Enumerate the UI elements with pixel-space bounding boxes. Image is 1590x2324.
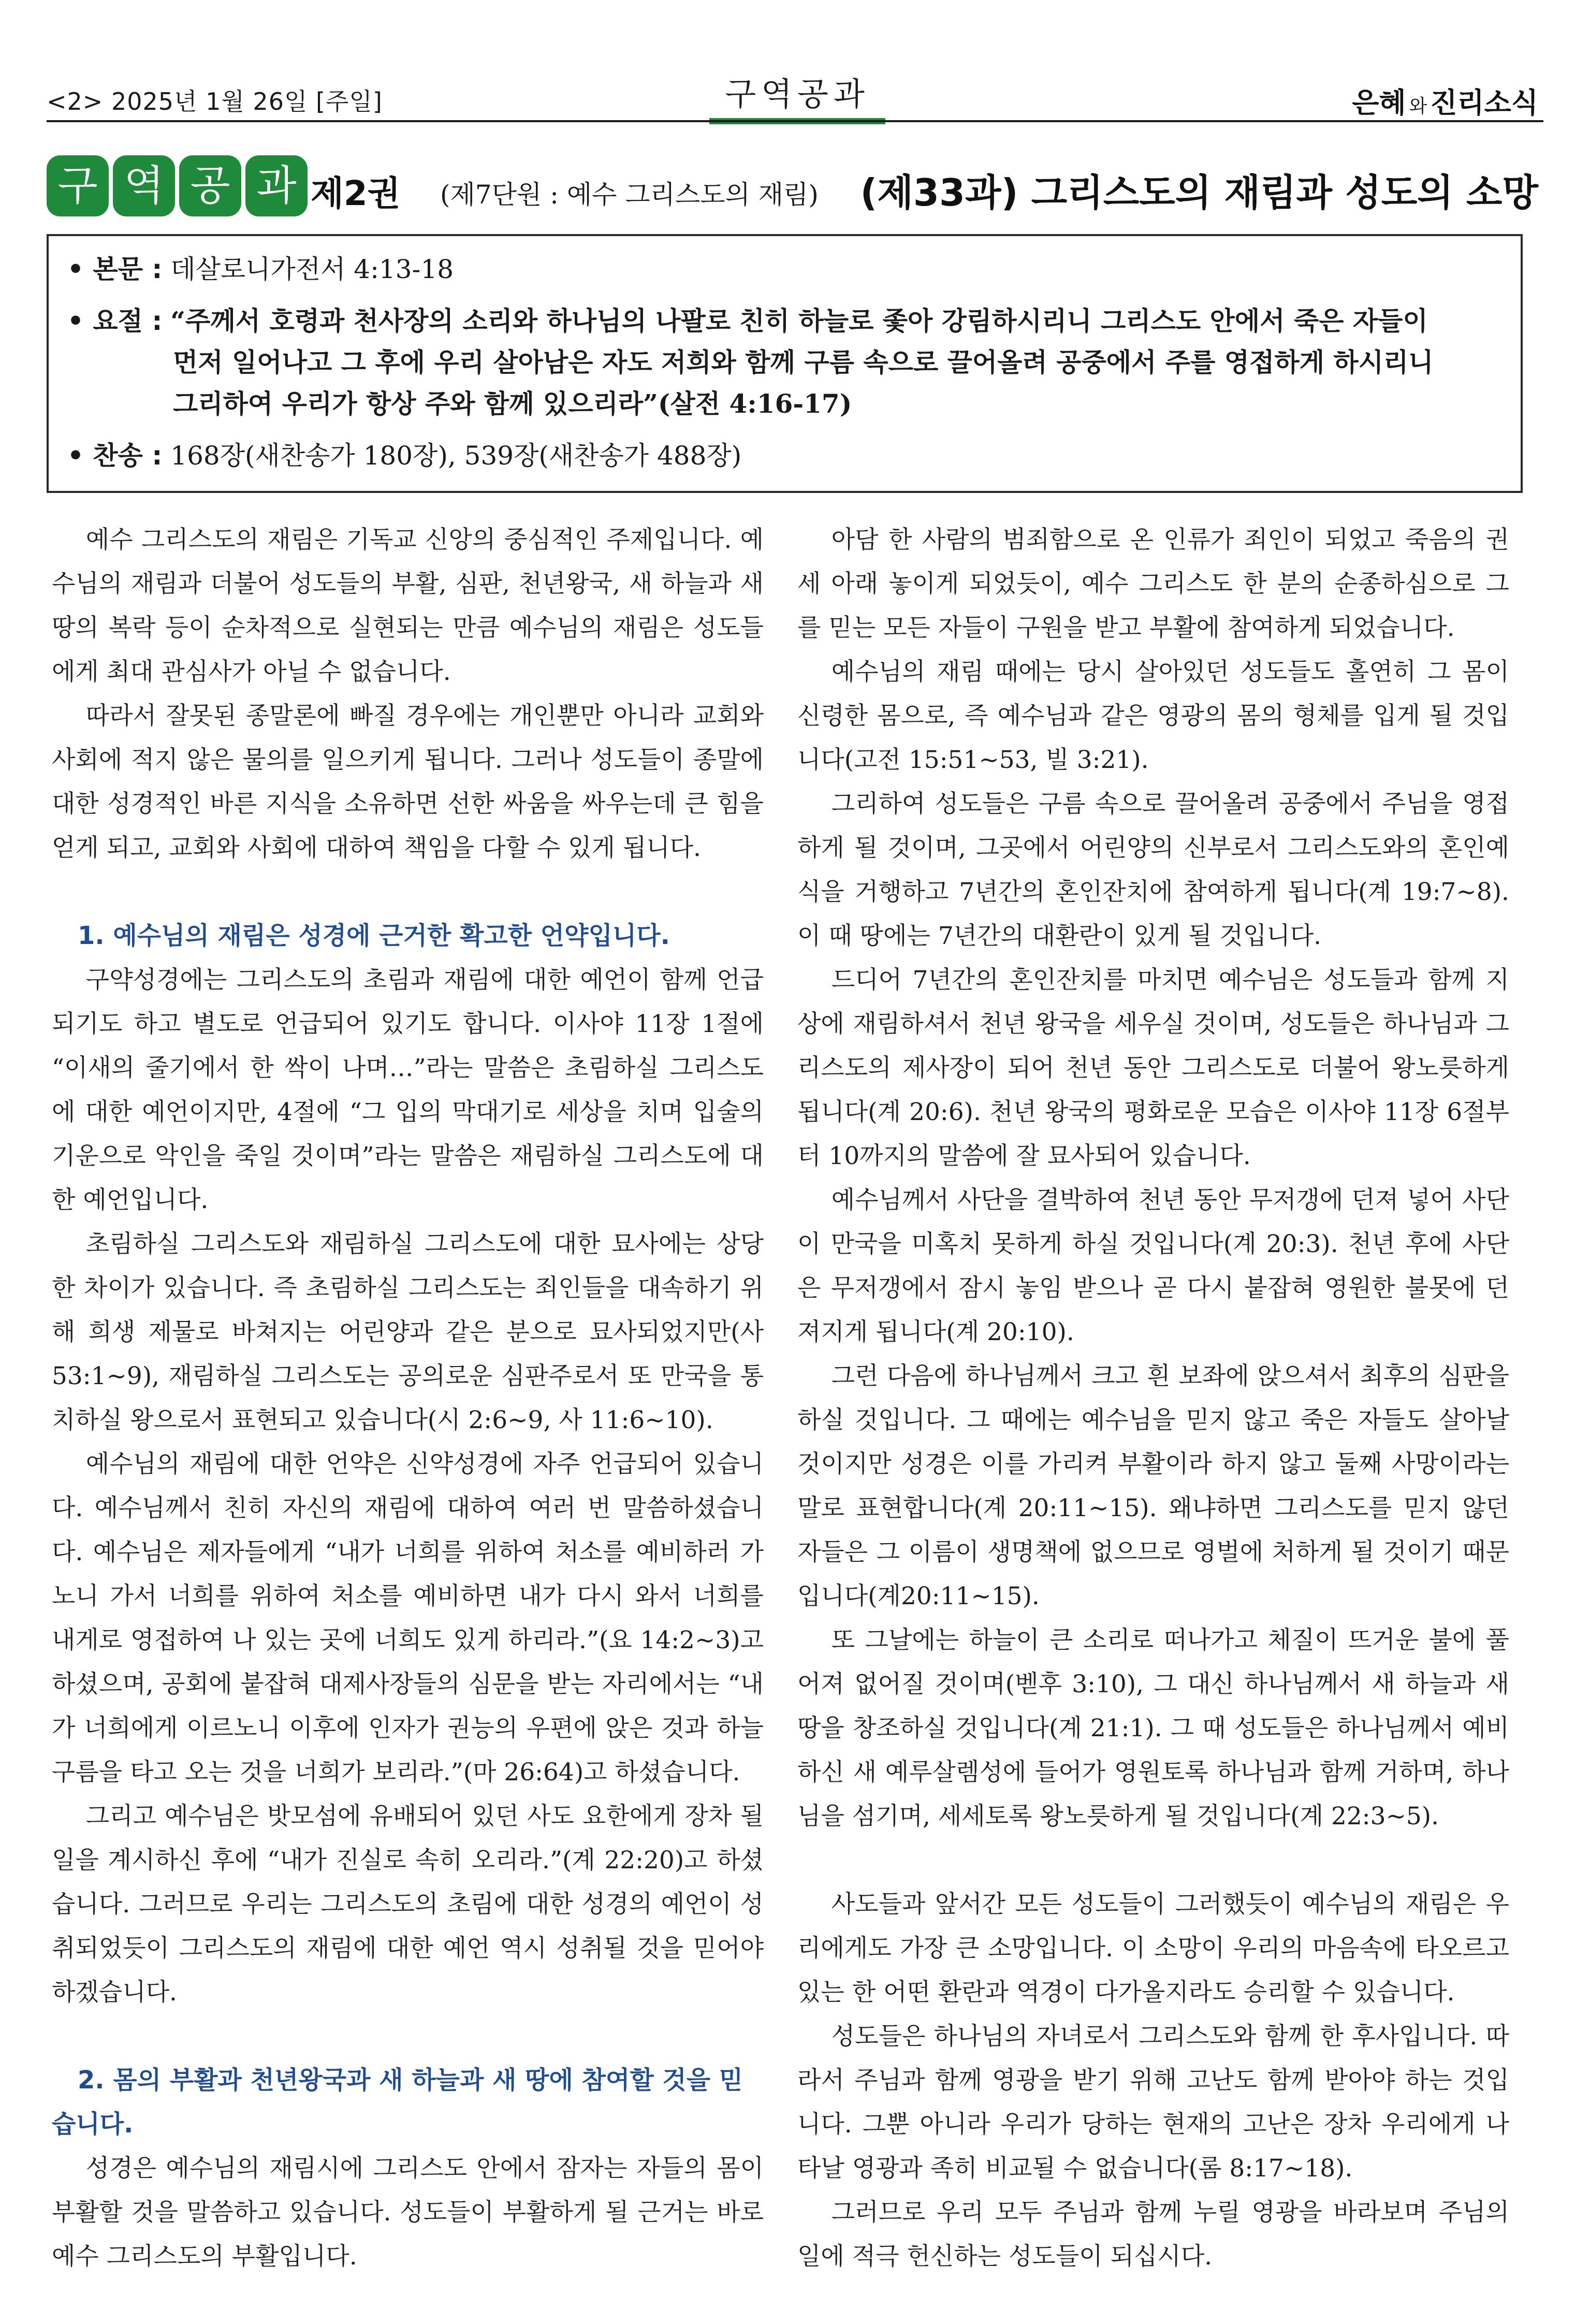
paragraph: 또 그날에는 하늘이 큰 소리로 떠나가고 체질이 뜨거운 불에 풀어져 없어질 것이며(벧후 3:10), 그 대신 하나님께서 새 하늘과 새 땅을 창조하실 것입니다(계 21:1). 그 때 성도들은 하나님께서 예비하신 새 예루살렘성에 들어가 영원토록 하나님과 함께 거하며, 하나님을 섬기며, 세세토록 왕노릇하게 될 것입니다(계 22:3∼5). [797, 1626, 1509, 1831]
lesson-title: (제33과) 그리스도의 재림과 성도의 소망 [860, 171, 1538, 214]
paragraph: 사도들과 앞서간 모든 성도들이 그러했듯이 예수님의 재림은 우리에게도 가장 큰 소망입니다. 이 소망이 우리의 마음속에 타오르고 있는 한 어떤 환란과 역경이 다가올지라도 승리할 수 있습니다. [797, 1890, 1509, 2007]
section-heading-1: 1. 예수님의 재림은 성경에 근거한 확고한 언약입니다. [78, 921, 670, 950]
paragraph: 따라서 잘못된 종말론에 빠질 경우에는 개인뿐만 아니라 교회와 사회에 적지 않은 물의를 일으키게 됩니다. 그러나 성도들이 종말에 대한 성경적인 바른 지식을 소유하면 선한 싸움을 싸우는데 큰 힘을 얻게 되고, 교회와 사회에 대하여 책임을 다할 수 있게 됩니다. [52, 702, 764, 862]
header-rule [47, 120, 1543, 122]
brand-part-2: 진리소식 [1430, 86, 1538, 119]
badge-char: 역 [113, 155, 175, 216]
paragraph: 드디어 7년간의 혼인잔치를 마치면 예수님은 성도들과 함께 지상에 재림하셔서 천년 왕국을 세우실 것이며, 성도들은 하나님과 그리스도의 제사장이 되어 천년 동안 그리스도로 더불어 왕노릇하게 됩니다(계 20:6). 천년 왕국의 평화로운 모습은 이사야 11장 6절부터 10까지의 말씀에 잘 묘사되어 있습니다. [797, 966, 1509, 1170]
key-verse-line [67, 300, 1505, 342]
key-verse-text-2: 먼저 일어나고 그 후에 우리 살아남은 자도 저희와 함께 구름 속으로 끌어올려 공중에서 주를 영접하게 하시리니 [173, 347, 1434, 377]
page-date: <2> 2025년 1월 26일 [주일] [47, 88, 383, 115]
key-verse-label: • 요절 : [67, 306, 163, 336]
paragraph: 예수님께서 사단을 결박하여 천년 동안 무저갱에 던져 넣어 사단이 만국을 미혹치 못하게 하실 것입니다(계 20:3). 천년 후에 사단은 무저갱에서 잠시 놓임 받으나 곧 다시 붙잡혀 영원한 불못에 던져지게 됩니다(계 20:10). [797, 1186, 1509, 1346]
paragraph: 그리하여 성도들은 구름 속으로 끌어올려 공중에서 주님을 영접하게 될 것이며, 그곳에서 어린양의 신부로서 그리스도와의 혼인예식을 거행하고 7년간의 혼인잔치에 참여하게 됩니다(계 19:7∼8). 이 때 땅에는 7년간의 대환란이 있게 될 것입니다. [797, 790, 1509, 950]
paragraph: 예수님의 재림에 대한 언약은 신약성경에 자주 언급되어 있습니다. 예수님께서 친히 자신의 재림에 대하여 여러 번 말씀하셨습니다. 예수님은 제자들에게 “내가 너희를 위하여 처소를 예비하러 가노니 가서 너희를 위하여 처소를 예비하면 내가 다시 와서 너희를 내게로 영접하여 나 있는 곳에 너희도 있게 하리라.”(요 14:2∼3)고 하셨으며, 공회에 붙잡혀 대제사장들의 심문을 받는 자리에서는 “내가 너희에게 이르노니 이후에 인자가 권능의 우편에 앉은 것과 하늘 구름을 타고 오는 것을 너희가 보리라.”(마 26:64)고 하셨습니다. [52, 1450, 764, 1786]
lesson-info-box [47, 234, 1523, 493]
publication-name [1352, 81, 1538, 121]
paragraph: 아담 한 사람의 범죄함으로 온 인류가 죄인이 되었고 죽음의 권세 아래 놓이게 되었듯이, 예수 그리스도 한 분의 순종하심으로 그를 믿는 모든 자들이 구원을 받고 부활에 참여하게 되었습니다. [797, 526, 1509, 642]
paragraph: 그러므로 우리 모두 주님과 함께 누릴 영광을 바라보며 주님의 일에 적극 헌신하는 성도들이 되십시다. [797, 2198, 1509, 2271]
lesson-title-row [47, 155, 1543, 223]
unit-label: (제7단원 : 예수 그리스도의 재림) [440, 180, 819, 210]
paragraph: 예수 그리스도의 재림은 기독교 신앙의 중심적인 주제입니다. 예수님의 재림과 더불어 성도들의 부활, 심판, 천년왕국, 새 하늘과 새 땅의 복락 등이 순차적으로 실현되는 만큼 예수님의 재림은 성도들에게 최대 관심사가 아닐 수 없습니다. [52, 526, 764, 686]
brand-part-1: 은혜 [1352, 86, 1406, 119]
hymn-line [67, 435, 1505, 476]
scripture-label: • 본문 : [67, 254, 163, 284]
left-column [52, 518, 764, 2278]
lesson-badge [47, 155, 308, 216]
brand-connector: 와 [1409, 96, 1427, 117]
scripture-line [67, 249, 1505, 290]
section-heading-2: 2. 몸의 부활과 천년왕국과 새 하늘과 새 땅에 참여할 것을 믿습니다. [52, 2066, 743, 2139]
badge-char: 구 [47, 155, 109, 216]
hymn-value: 168장(새찬송가 180장), 539장(새찬송가 488장) [170, 441, 742, 471]
paragraph: 예수님의 재림 때에는 당시 살아있던 성도들도 홀연히 그 몸이 신령한 몸으로, 즉 예수님과 같은 영광의 몸의 형체를 입게 될 것입니다(고전 15:51∼53, 빌 3:21). [797, 658, 1509, 774]
right-column [797, 518, 1509, 2278]
key-verse-text-3: 그리하여 우리가 항상 주와 함께 있으리라”(살전 4:16-17) [173, 388, 852, 419]
volume-label: 제2권 [311, 173, 401, 213]
paragraph: 초림하실 그리스도와 재림하실 그리스도에 대한 묘사에는 상당한 차이가 있습니다. 즉 초림하실 그리스도는 죄인들을 대속하기 위해 희생 제물로 바쳐지는 어린양과 같은 분으로 묘사되었지만(사 53:1∼9), 재림하실 그리스도는 공의로운 심판주로서 또 만국을 통치하실 왕으로서 표현되고 있습니다(시 2:6∼9, 사 11:6∼10). [52, 1230, 764, 1434]
badge-char: 공 [179, 155, 241, 216]
hymn-label: • 찬송 : [67, 441, 163, 471]
paragraph: 성경은 예수님의 재림시에 그리스도 안에서 잠자는 자들의 몸이 부활할 것을 말씀하고 있습니다. 성도들이 부활하게 될 근거는 바로 예수 그리스도의 부활입니다. [52, 2154, 764, 2271]
paragraph: 성도들은 하나님의 자녀로서 그리스도와 함께 한 후사입니다. 따라서 주님과 함께 영광을 받기 위해 고난도 함께 받아야 하는 것입니다. 그뿐 아니라 우리가 당하는 현재의 고난은 장차 우리에게 나타날 영광과 족히 비교될 수 없습니다(롬 8:17∼18). [797, 2022, 1509, 2183]
paragraph: 구약성경에는 그리스도의 초림과 재림에 대한 예언이 함께 언급되기도 하고 별도로 언급되어 있기도 합니다. 이사야 11장 1절에 “이새의 줄기에서 한 싹이 나며…”라는 말씀은 초림하실 그리스도에 대한 예언이지만, 4절에 “그 입의 막대기로 세상을 치며 입술의 기운으로 악인을 죽일 것이며”라는 말씀은 재림하실 그리스도에 대한 예언입니다. [52, 966, 764, 1214]
key-verse-text-1: “주께서 호령과 천사장의 소리와 하나님의 나팔로 친히 하늘로 좇아 강림하시리니 그리스도 안에서 죽은 자들이 [170, 306, 1428, 336]
badge-char: 과 [245, 155, 308, 216]
scripture-value: 데살로니가전서 4:13-18 [170, 254, 454, 284]
paragraph: 그런 다음에 하나님께서 크고 흰 보좌에 앉으셔서 최후의 심판을 하실 것입니다. 그 때에는 예수님을 믿지 않고 죽은 자들도 살아날 것이지만 성경은 이를 가리켜 부활이라 하지 않고 둘째 사망이라는 말로 표현합니다(계 20:11∼15). 왜냐하면 그리스도를 믿지 않던 자들은 그 이름이 생명책에 없으므로 영벌에 처하게 될 것이기 때문입니다(계20:11∼15). [797, 1362, 1509, 1610]
paragraph: 그리고 예수님은 밧모섬에 유배되어 있던 사도 요한에게 장차 될 일을 계시하신 후에 “내가 진실로 속히 오리라.”(계 22:20)고 하셨습니다. 그러므로 우리는 그리스도의 초림에 대한 성경의 예언이 성취되었듯이 그리스도의 재림에 대한 예언 역시 성취될 것을 믿어야 하겠습니다. [52, 1802, 764, 2007]
section-title: 구역공과 [725, 75, 870, 113]
